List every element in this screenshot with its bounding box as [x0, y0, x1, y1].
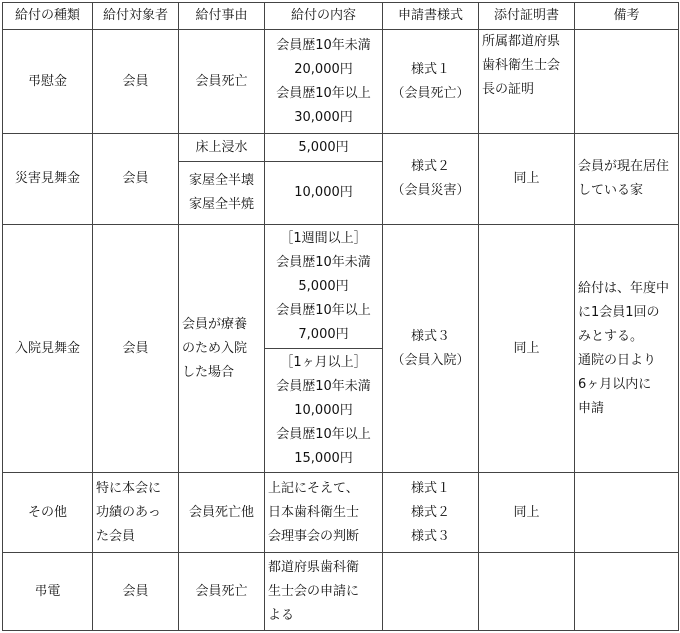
- content-line: 会理事会の判断: [268, 528, 360, 544]
- remarks-cell: [575, 134, 679, 225]
- target-cell: 会員: [93, 134, 179, 225]
- content-line: ［1ヶ月以上］: [280, 354, 367, 370]
- content-line: 都道府県歯科衛: [268, 559, 360, 575]
- content-line: 会員歴10年未満: [276, 378, 371, 394]
- type-cell: 災害見舞金: [3, 134, 93, 225]
- content-line: 10,000円: [294, 402, 353, 418]
- remarks-cell: [575, 30, 679, 134]
- table-row-hospital: [3, 225, 679, 349]
- content-line: 7,000円: [298, 326, 349, 342]
- table-row-condolence: [3, 30, 679, 134]
- remarks-line: 6ヶ月以内に: [578, 376, 652, 392]
- type-cell: 弔慰金: [3, 30, 93, 134]
- content-line: 会員歴10年未満: [276, 254, 371, 270]
- header-form: 申請書様式: [383, 3, 479, 30]
- form-line: 様式１: [410, 61, 450, 77]
- form-line: 様式１: [410, 480, 450, 496]
- remarks-line: 会員が現在居住: [578, 159, 670, 174]
- reason-cell: 会員死亡: [179, 30, 265, 134]
- reason-line: 家屋全半焼: [188, 197, 254, 212]
- type-cell: 入院見舞金: [3, 225, 93, 473]
- content-line: 会員歴10年以上: [276, 426, 371, 442]
- target-line: 功績のあっ: [96, 504, 161, 520]
- target-cell: 会員: [93, 553, 179, 631]
- certificate-cell: 同上: [479, 473, 575, 553]
- content-line: ［1週間以上］: [280, 230, 367, 246]
- remarks-line: に1会員1回の: [578, 304, 660, 320]
- form-cell: [383, 473, 479, 553]
- form-cell: [383, 134, 479, 225]
- form-line: 様式２: [410, 159, 450, 174]
- content-line: 5,000円: [298, 278, 349, 294]
- reason-line: のため入院: [182, 340, 248, 356]
- form-line: （会員入院）: [391, 352, 470, 368]
- certificate-cell: [479, 553, 575, 631]
- form-cell: [383, 553, 479, 631]
- header-type: 給付の種類: [3, 3, 93, 30]
- content-line: 日本歯科衛生士: [268, 504, 360, 520]
- form-line: 様式３: [410, 528, 450, 544]
- table-row-other: [3, 473, 679, 553]
- form-line: （会員死亡）: [391, 85, 470, 101]
- target-line: 特に本会に: [96, 480, 162, 496]
- reason-line: した場合: [182, 364, 235, 380]
- remarks-line: 申請: [578, 400, 605, 416]
- remarks-cell: [575, 225, 679, 473]
- target-cell: 会員: [93, 225, 179, 473]
- target-cell: [93, 473, 179, 553]
- type-cell: その他: [3, 473, 93, 553]
- content-cell: 10,000円: [265, 162, 383, 225]
- content-line: 生士会の申請に: [268, 583, 360, 599]
- content-line: 会員歴10年以上: [276, 302, 371, 318]
- reason-cell: 会員死亡: [179, 553, 265, 631]
- remarks-line: みとする。: [578, 328, 644, 344]
- form-cell: [383, 225, 479, 473]
- content-line: 15,000円: [294, 450, 353, 466]
- content-line: 会員歴10年未満: [276, 37, 371, 53]
- reason-cell: 会員死亡他: [179, 473, 265, 553]
- remarks-line: している家: [578, 183, 644, 198]
- content-cell: [265, 553, 383, 631]
- certificate-cell: 同上: [479, 134, 575, 225]
- remarks-cell: [575, 553, 679, 631]
- certificate-line: 長の証明: [482, 82, 535, 97]
- form-line: 様式２: [410, 504, 450, 520]
- reason-line: 家屋全半壊: [188, 173, 254, 188]
- header-row: [3, 3, 679, 30]
- form-cell: [383, 30, 479, 134]
- target-cell: 会員: [93, 30, 179, 134]
- certificate-line: 所属都道府県: [482, 34, 561, 49]
- header-target: 給付対象者: [93, 3, 179, 30]
- content-cell: 5,000円: [265, 134, 383, 162]
- header-certificate: 添付証明書: [479, 3, 575, 30]
- form-line: 様式３: [410, 328, 450, 344]
- content-cell: [265, 30, 383, 134]
- certificate-line: 歯科衛生士会: [482, 58, 561, 73]
- table-row-telegram: [3, 553, 679, 631]
- header-remarks: 備考: [575, 3, 679, 30]
- remarks-line: 通院の日より: [578, 352, 657, 368]
- type-cell: 弔電: [3, 553, 93, 631]
- remarks-cell: [575, 473, 679, 553]
- content-cell: [265, 349, 383, 473]
- benefits-table: [2, 2, 679, 631]
- header-content: 給付の内容: [265, 3, 383, 30]
- form-line: （会員災害）: [391, 183, 470, 198]
- content-cell: [265, 473, 383, 553]
- certificate-cell: 同上: [479, 225, 575, 473]
- certificate-cell: [479, 30, 575, 134]
- table-row-disaster: [3, 134, 679, 162]
- content-line: 上記にそえて、: [268, 480, 359, 496]
- target-line: た会員: [96, 528, 136, 544]
- reason-cell: [179, 225, 265, 473]
- header-reason: 給付事由: [179, 3, 265, 30]
- content-line: 30,000円: [294, 109, 353, 125]
- content-cell: [265, 225, 383, 349]
- reason-cell: [179, 162, 265, 225]
- content-line: 会員歴10年以上: [276, 85, 371, 101]
- content-line: よる: [268, 607, 295, 623]
- content-line: 20,000円: [294, 61, 353, 77]
- remarks-line: 給付は、年度中: [578, 280, 670, 296]
- reason-cell: 床上浸水: [179, 134, 265, 162]
- reason-line: 会員が療養: [182, 316, 248, 332]
